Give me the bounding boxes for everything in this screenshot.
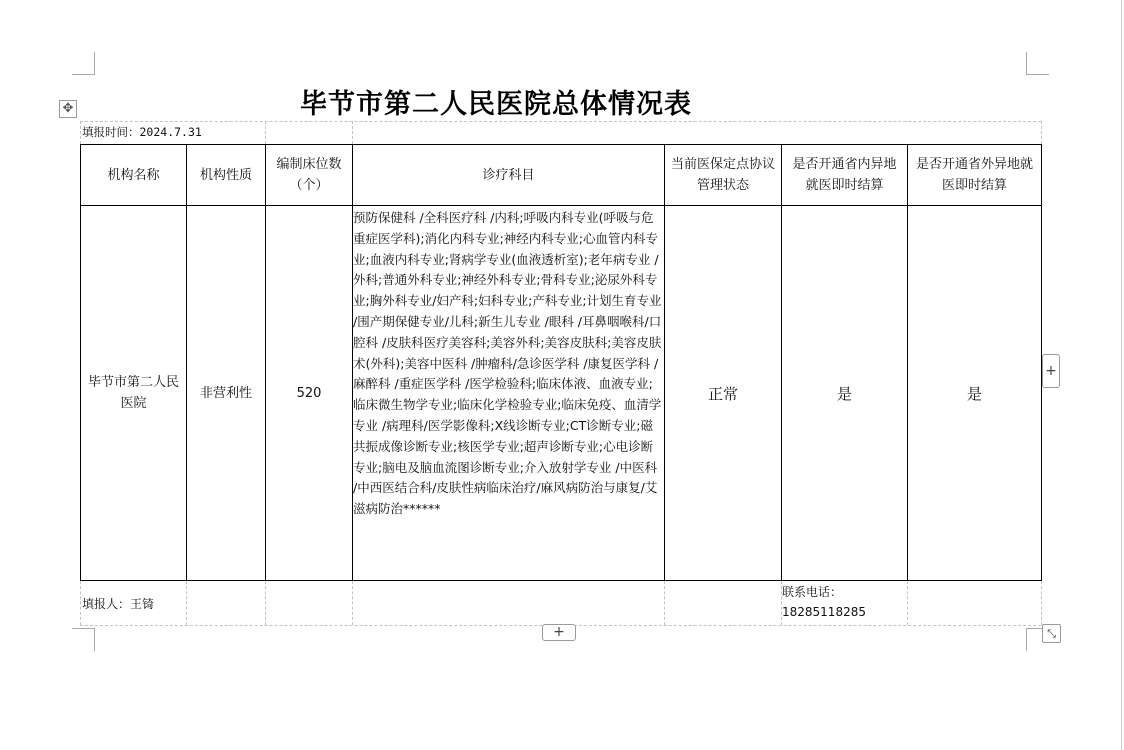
departments-value[interactable]: 预防保健科 /全科医疗科 /内科;呼吸内科专业(呼吸与危重症医学科);消化内科专业;神经内科专业;心血管内科专业;血液内科专业;肾病学专业(血液透析室);老年病专业 /外科;普通外科专业;神经外科专业;骨科专业;泌尿外科专业;胸外科专业/妇产科;妇科专业;产科专业;计划生育专业 /围产期保健专业/儿科;新生儿专业 /眼科 /耳鼻咽喉科/口腔科 /皮肤科医疗美容科;美容外科;美容皮肤科;美容皮肤术(外科);美容中医科 /肿瘤科/急诊医学科 /康复医学科 /麻醉科 /重症医学科 /医学检验科;临床体液、血液专业;临床微生物学专业;临床化学检验专业;临床免疫、血清学专业 /病理科/医学影像科;X线诊断专业;CT诊断专业;磁共振成像诊断专业;核医学专业;超声诊断专业;心电诊断专业;脑电及脑血流图诊断专业;介入放射学专业 /中医科 /中西医结合科/皮肤性病临床治疗/麻风病防治与康复/艾滋病防治****** [353,210,662,517]
cell-bed-count[interactable] [266,206,352,580]
add-column-button[interactable] [1042,354,1060,388]
page-edge [1121,0,1122,750]
institution-name-value: 毕节市第二人民医院 [87,375,179,411]
out-province-settlement-value: 是 [966,384,982,403]
move-icon: ✥ [62,101,74,116]
header-departments[interactable] [353,145,664,205]
cell-institution-name[interactable] [81,206,186,580]
document-title: 毕节市第二人民医院总体情况表 [300,89,692,120]
header-in-province-settlement-text: 是否开通省内异地就医即时结算 [792,157,897,193]
plus-icon: + [553,624,565,640]
header-departments-text: 诊疗科目 [482,167,535,183]
header-institution-name[interactable] [81,145,186,205]
in-province-settlement-value: 是 [836,384,852,403]
fill-person[interactable]: 填报人：王锜 [82,597,155,611]
header-out-province-settlement-text: 是否开通省外异地就医即时结算 [916,157,1034,193]
crop-mark-top-left [72,52,95,75]
crop-mark-top-right [1026,52,1049,75]
table-resize-handle[interactable] [1042,624,1061,643]
plus-icon: + [1045,363,1057,379]
cell-out-province-settlement[interactable] [908,206,1041,580]
cell-in-province-settlement[interactable] [782,206,907,580]
table-move-handle[interactable] [59,100,77,118]
header-insurance-status-text: 当前医保定点协议管理状态 [670,157,775,193]
add-row-button[interactable] [542,624,576,641]
cell-institution-nature[interactable] [187,206,265,580]
cell-insurance-status[interactable] [665,206,781,580]
phone-label[interactable]: 联系电话： [782,585,843,599]
header-in-province-settlement[interactable] [782,145,907,205]
fill-time[interactable]: 填报时间：2024.7.31 [82,125,202,139]
header-institution-nature-text: 机构性质 [199,167,252,183]
bed-count-value: 520 [296,385,322,401]
header-out-province-settlement[interactable] [908,145,1041,205]
header-institution-nature[interactable] [187,145,265,205]
crop-mark-bottom-left [72,628,95,651]
resize-icon: ⤡ [1047,627,1056,640]
header-insurance-status[interactable] [665,145,781,205]
phone-number[interactable]: 18285118285 [782,605,866,619]
insurance-status-value: 正常 [707,384,738,403]
header-bed-count-text: 编制床位数（个） [276,157,342,193]
header-bed-count[interactable] [266,145,352,205]
header-institution-name-text: 机构名称 [107,167,160,183]
institution-nature-value: 非营利性 [199,385,252,401]
